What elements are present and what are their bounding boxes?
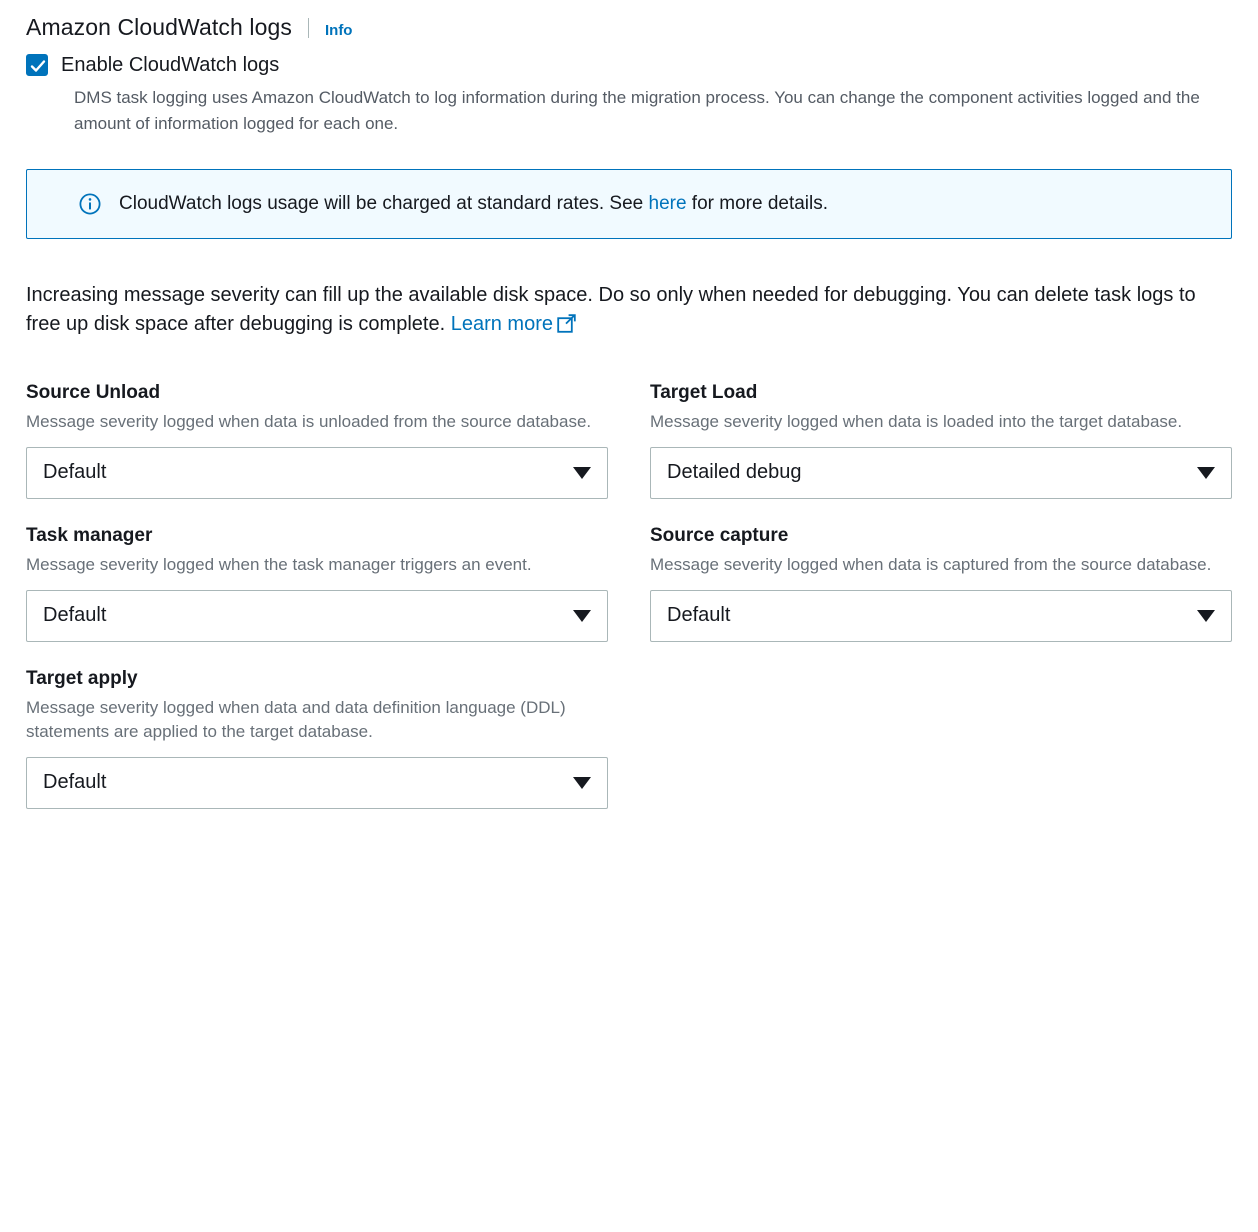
header-divider (308, 18, 309, 38)
chevron-down-icon (573, 777, 591, 789)
learn-more-link[interactable] (451, 313, 576, 335)
field-description-target-apply: Message severity logged when data and data definition language (DDL) statements are applied to the target database. (26, 697, 566, 742)
select-source-capture[interactable] (650, 590, 1232, 642)
grid-spacer (650, 668, 1258, 835)
select-target-load[interactable] (650, 447, 1232, 499)
severity-warning-note (26, 281, 1206, 342)
field-title-task-manager: Task manager (26, 524, 153, 546)
field-source-unload (26, 382, 650, 525)
field-title-target-load: Target Load (650, 382, 758, 404)
enable-cloudwatch-logs-label[interactable]: Enable CloudWatch logs (61, 54, 280, 76)
info-circle-icon (79, 193, 101, 215)
section-header (26, 14, 1232, 41)
select-target-apply[interactable] (26, 757, 608, 809)
field-title-target-apply: Target apply (26, 667, 138, 689)
pricing-info-alert-text (119, 191, 828, 218)
field-description-source-unload: Message severity logged when data is unloaded from the source database. (26, 412, 592, 432)
select-value-target-apply: Default (43, 771, 107, 794)
field-target-apply (26, 668, 650, 835)
chevron-down-icon (1197, 467, 1215, 479)
field-target-load (650, 382, 1258, 525)
select-value-target-load: Detailed debug (667, 461, 802, 484)
select-value-source-capture: Default (667, 604, 731, 627)
log-severity-grid (26, 382, 1232, 835)
pricing-info-alert (26, 169, 1232, 240)
field-description-source-capture: Message severity logged when data is captured from the source database. (650, 554, 1212, 574)
page-title: Amazon CloudWatch logs (26, 14, 292, 40)
select-task-manager[interactable] (26, 590, 608, 642)
learn-more-label: Learn more (450, 313, 553, 336)
chevron-down-icon (573, 610, 591, 622)
enable-cloudwatch-logs-checkbox[interactable] (26, 54, 48, 76)
enable-cloudwatch-logs-description: DMS task logging uses Amazon CloudWatch to log information during the migration process. You can change the component activities logged and the amount of information logged for each one. (74, 88, 1200, 134)
field-title-source-capture: Source capture (650, 524, 789, 546)
field-source-capture (650, 525, 1258, 668)
select-value-source-unload: Default (43, 461, 107, 484)
select-value-task-manager: Default (43, 604, 107, 627)
chevron-down-icon (573, 467, 591, 479)
select-source-unload[interactable] (26, 447, 608, 499)
field-task-manager (26, 525, 650, 668)
field-description-target-load: Message severity logged when data is loaded into the target database. (650, 412, 1183, 432)
alert-text-after: for more details. (686, 192, 829, 214)
alert-text-before: CloudWatch logs usage will be charged at standard rates. See (119, 192, 649, 214)
info-link[interactable]: Info (324, 22, 353, 39)
field-description-task-manager: Message severity logged when the task manager triggers an event. (26, 554, 532, 574)
chevron-down-icon (1197, 610, 1215, 622)
severity-warning-text: Increasing message severity can fill up the available disk space. Do so only when needed for debugging. You can delete task logs to free up disk space after debugging is complete. (26, 284, 1196, 336)
alert-here-link[interactable]: here (648, 192, 687, 214)
enable-cloudwatch-logs-row[interactable] (26, 51, 1232, 79)
external-link-icon (557, 313, 576, 342)
field-title-source-unload: Source Unload (26, 382, 161, 404)
